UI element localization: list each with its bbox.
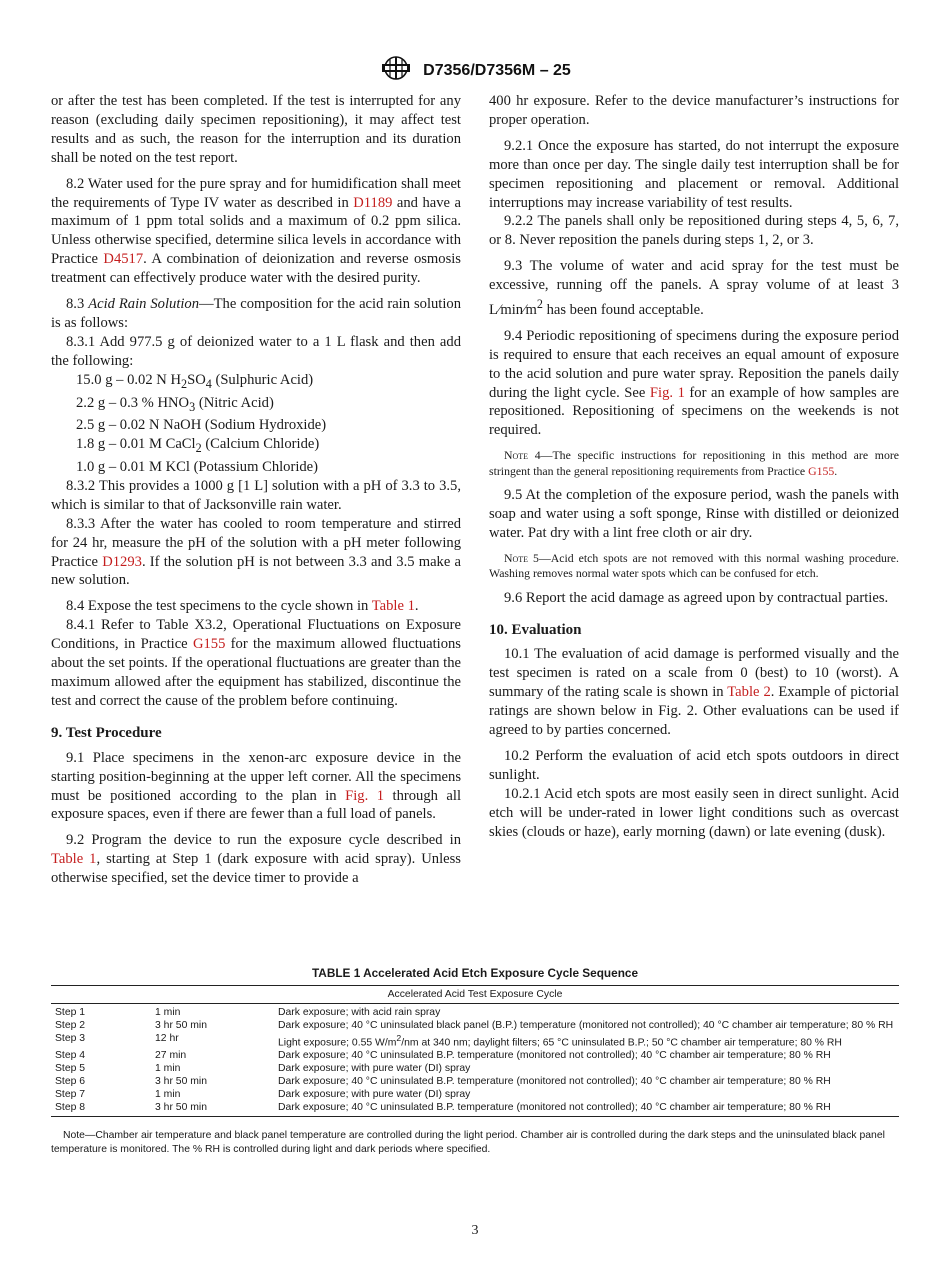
- link-table-2[interactable]: Table 2: [727, 684, 771, 701]
- paragraph-8-3-1: 8.3.1 Add 977.5 g of deionized water to a 1 L flask and then add the following:: [51, 333, 461, 369]
- paragraph-8-3-2: 8.3.2 This provides a 1000 g [1 L] solution with a pH of 3.3 to 3.5, which is similar to that of Jacksonville rain water.: [51, 477, 461, 513]
- note-5: Note 5—Acid etch spots are not removed with this normal washing procedure. Washing removes normal water spots which can be confused for etch.: [489, 550, 899, 581]
- chemical-sodium-hydroxide: 2.5 g – 0.02 N NaOH (Sodium Hydroxide): [76, 417, 327, 434]
- paragraph-8-3: 8.3 Acid Rain Solution—The composition for the acid rain solution is as follows:: [51, 296, 461, 331]
- paragraph-9-2-1: 9.2.1 Once the exposure has started, do not interrupt the exposure more than once per day. The single daily test interruption shall be for specimen repositioning and placement or removal. Additional interruptions may increase variability of test results.: [489, 137, 899, 211]
- paragraph-9-2: 9.2 Program the device to run the exposure cycle described in Table 1, starting at Step 1 (dark exposure with acid spray). Unless otherwise specified, set the device timer to provide a: [51, 832, 461, 887]
- page-number: 3: [471, 1223, 479, 1238]
- paragraph-8-4: 8.4 Expose the test specimens to the cycle shown in Table 1.: [66, 598, 419, 615]
- paragraph-8-3-3: 8.3.3 After the water has cooled to room temperature and stirred for 24 hr, measure the pH of the solution with a pH meter following Practice D1293. If the solution pH is not between 3.3 and 3.5 make a new solution.: [51, 515, 461, 589]
- link-fig-1[interactable]: Fig. 1: [649, 384, 685, 401]
- page-header: [0, 54, 950, 87]
- section-heading-test-procedure: 9. Test Procedure: [51, 724, 162, 741]
- paragraph-9-2-2: 9.2.2 The panels shall only be repositioned during steps 4, 5, 6, 7, or 8. Never reposition the panels during steps 1, 2, or 3.: [489, 213, 899, 249]
- paragraph-9-3: 9.3 The volume of water and acid spray for the test must be excessive, running off the panels. A spray volume of at least 3 $L⁄\min⁄m^2$ has been found acceptable.: [489, 258, 899, 318]
- table-row: Step 3 12 hr Light exposure; 0.55 $W/m^2/nm$ at 340 nm; daylight filters; 65 °C uninsulated B.P.; 50 °C chamber air temperature; 80 % RH: [55, 1033, 842, 1049]
- paragraph-10-1: 10.1 The evaluation of acid damage is performed visually and the test specimen is rated on a scale from 0 (best) to 10 (worst). A summary of the rating scale is shown in Table 2. Example of pictorial ratings are shown below in Fig. 2. Other evaluations can be used if agreed to by parties concerned.: [489, 646, 900, 739]
- paragraph-10-2-1: 10.2.1 Acid etch spots are most easily seen in direct sunlight. Acid etch will be under-rated in lower light conditions such as overcast skies (clouds or haze), early morning (dawn) or late evening (dusk).: [489, 785, 899, 840]
- paragraph-9-5: 9.5 At the completion of the exposure period, wash the panels with soap and water using a soft sponge, Rinse with distilled or deionized water. Pat dry with a lint free cloth or air dry.: [489, 487, 899, 541]
- chemical-calcium-chloride: 1.8 g – 0.01 M CaCl$_2$ (Calcium Chloride): [76, 436, 320, 456]
- link-d4517[interactable]: D4517: [103, 251, 144, 268]
- exposure-cycle-table: [51, 985, 899, 1117]
- chemical-nitric-acid: 2.2 g – 0.3 % $HNO_3$ (Nitric Acid): [76, 394, 274, 414]
- table-note: Note—Chamber air temperature and black panel temperature are controlled during the light period. Chamber air is controlled during the dark steps and the uninsulated black panel temperature is monitored. The % RH is controlled during light and dark periods where specified.: [51, 1130, 885, 1156]
- link-d1293[interactable]: D1293: [102, 553, 142, 570]
- paragraph-9-4: 9.4 Periodic repositioning of specimens during the exposure period is required to ensure that each receives an equal amount of exposure to the acid solution and pure water spray. Reposition the panels daily during the light cycle. See Fig. 1 for an example of how samples are repositioned. Repositioning of specimens on the weekends is not required.: [489, 327, 900, 439]
- left-column: [51, 92, 461, 888]
- table-row: Step 8 3 hr 50 min Dark exposure; 40 °C uninsulated B.P. temperature (monitored not controlled); 40 °C chamber air temperature; 80 % RH: [51, 1101, 899, 1117]
- table-header: Accelerated Acid Test Exposure Cycle: [51, 986, 899, 1004]
- link-fig-1[interactable]: Fig. 1: [345, 787, 385, 804]
- paragraph-9-1: 9.1 Place specimens in the xenon-arc exposure device in the starting position-beginning at the upper left corner. All the specimens must be positioned according to the plan in Fig. 1 through all exposure spaces, even if there are fewer than a full load of panels.: [51, 749, 462, 823]
- table-row: Step 6 3 hr 50 min Dark exposure; 40 °C uninsulated B.P. temperature (monitored not controlled); 40 °C chamber air temperature; 80 % RH: [55, 1076, 831, 1088]
- paragraph-8-4-1: 8.4.1 Refer to Table X3.2, Operational Fluctuations on Exposure Conditions, in Practice G155 for the maximum allowed fluctuations about the set points. If the operational fluctuations are greater than the maximum allowed after the equipment has stabilized, discontinue the test and correct the cause of the problem before continuing.: [51, 617, 461, 709]
- link-g155[interactable]: G155: [192, 636, 226, 653]
- paragraph-8-2: 8.2 Water used for the pure spray and for humidification shall meet the requirements of Type IV water as described in D1189 and have a maximum of 1 ppm total solids and a maximum of 0.2 ppm silica. Unless otherwise specified, determine silica levels in accordance with Practice D4517. A combination of deionization and reverse osmosis treatment can effectively produce water with the desired purity.: [51, 175, 461, 287]
- link-table-1[interactable]: Table 1: [51, 851, 97, 868]
- paragraph-10-2: 10.2 Perform the evaluation of acid etch spots outdoors in direct sunlight.: [489, 747, 899, 783]
- paragraph-9-2-continued: 400 hr exposure. Refer to the device manufacturer’s instructions for proper operation.: [489, 93, 899, 128]
- link-g155[interactable]: G155: [808, 463, 835, 478]
- standard-designation: D7356/D7356M – 25: [423, 61, 571, 79]
- table-row: Step 5 1 min Dark exposure; with pure water (DI) spray: [55, 1063, 471, 1075]
- table-caption: TABLE 1 Accelerated Acid Etch Exposure Cycle Sequence: [311, 966, 639, 980]
- table-row: Step 4 27 min Dark exposure; 40 °C uninsulated B.P. temperature (monitored not controlled); 40 °C chamber air temperature; 80 % RH: [55, 1050, 831, 1062]
- chemical-potassium-chloride: 1.0 g – 0.01 M KCl (Potassium Chloride): [76, 459, 319, 476]
- astm-logo-icon: [379, 54, 413, 87]
- paragraph-8-1-continued: or after the test has been completed. If the test is interrupted for any reason (excluding daily specimen repositioning), it may affect test results and as such, the reason for the interruption and its duration shall be noted on the test report.: [51, 93, 461, 166]
- table-1-area: [51, 966, 899, 1157]
- note-4: Note 4—The specific instructions for repositioning in this method are more stringent than the general repositioning requirements from Practice G155.: [489, 448, 900, 478]
- link-d1189[interactable]: D1189: [353, 194, 393, 211]
- link-table-1[interactable]: Table 1: [371, 598, 415, 615]
- right-column: [489, 92, 899, 841]
- table-row: Step 2 3 hr 50 min Dark exposure; 40 °C uninsulated black panel (B.P.) temperature (monitored not controlled); 40 °C chamber air temperature; 80 % RH: [55, 1020, 894, 1031]
- paragraph-9-6: 9.6 Report the acid damage as agreed upon by contractual parties.: [504, 589, 889, 606]
- table-row: Step 1 1 min Dark exposure; with acid rain spray: [55, 1007, 441, 1018]
- table-row: Step 7 1 min Dark exposure; with pure water (DI) spray: [55, 1089, 471, 1101]
- chemical-sulphuric-acid: 15.0 g – 0.02 N $H_2SO_4$ (Sulphuric Acid): [76, 371, 314, 391]
- section-heading-evaluation: 10. Evaluation: [489, 621, 582, 638]
